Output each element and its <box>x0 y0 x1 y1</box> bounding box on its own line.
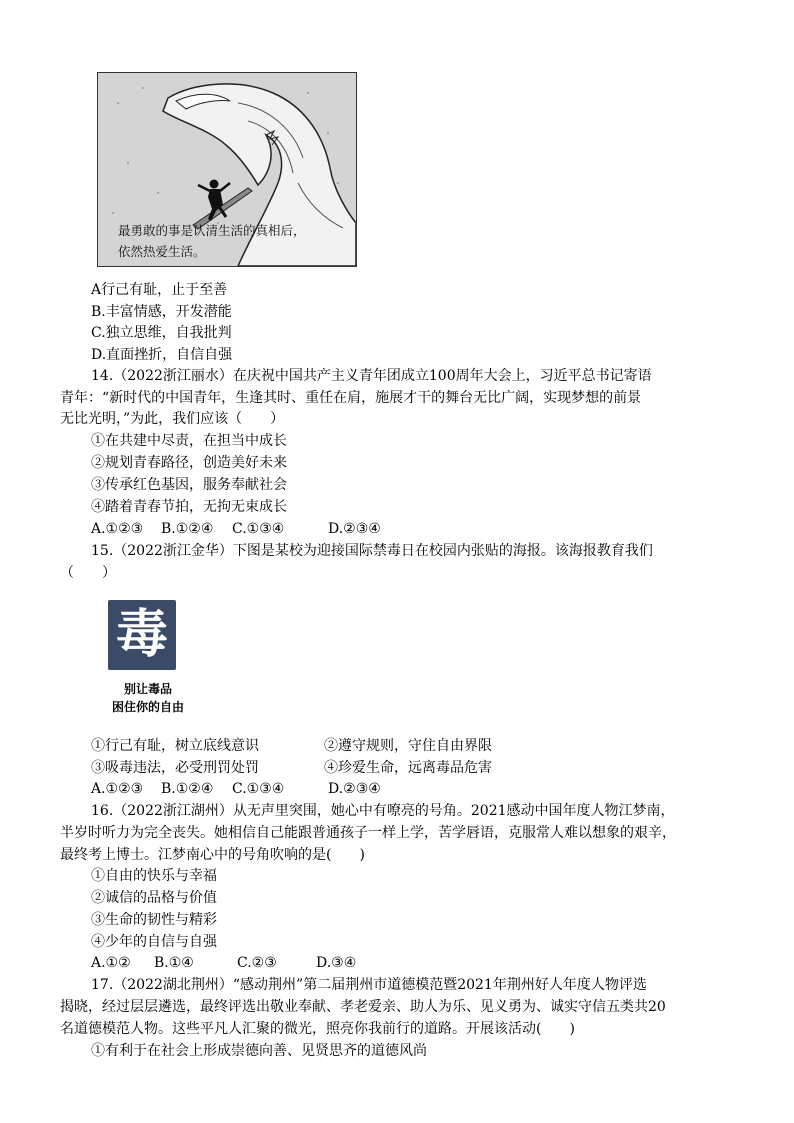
q15-stem-line-2: （ ） <box>60 565 116 581</box>
q15-items-row-2 <box>91 757 492 779</box>
q16-choices <box>91 952 356 974</box>
q14-item-2: ②规划青春路径，创造美好未来 <box>91 455 287 471</box>
q14-choice-b: B.①②④ <box>161 521 214 537</box>
q15-choice-b: B.①②④ <box>161 781 214 797</box>
q15-items-row-1 <box>91 735 492 757</box>
q14-choice-d: D.②③④ <box>328 521 381 537</box>
q15-choices <box>91 778 381 800</box>
q17-stem-line-3: 名道德模范人物。这些平凡人汇聚的微光，照亮你我前行的道路。开展该活动( ) <box>60 1021 575 1037</box>
q13-option-c: C.独立思维，自我批判 <box>91 325 232 341</box>
q13-option-b: B.丰富情感，开发潜能 <box>91 304 232 320</box>
q15-choice-a: A.①②③ <box>91 781 144 797</box>
q13-option-d: D.直面挫折，自信自强 <box>91 347 233 363</box>
q16-choice-a: A.①② <box>91 955 131 971</box>
q17-stem-line-2: 揭晓，经过层层遴选，最终评选出敬业奉献、孝老爱亲、助人为乐、见义勇为、诚实守信五类共20 <box>60 999 666 1015</box>
cartoon-caption-line-2: 依然热爱生活。 <box>118 244 206 259</box>
q16-item-1: ①自由的快乐与幸福 <box>91 868 217 884</box>
q15-item-2: ②遵守规则，守住自由界限 <box>324 738 492 754</box>
q14-choice-c: C.①③④ <box>232 521 285 537</box>
q15-choice-d: D.②③④ <box>328 781 381 797</box>
q15-item-1: ①行己有耻，树立底线意识 <box>91 738 259 754</box>
q16-stem-line-1: 16.（2022浙江湖州）从无声里突围，她心中有嘹亮的号角。2021感动中国年度人物江梦南， <box>91 803 675 819</box>
cartoon-caption-line-1: 最勇敢的事是认清生活的真相后， <box>118 223 306 238</box>
q16-choice-b: B.①④ <box>154 955 194 971</box>
q16-choice-d: D.③④ <box>316 955 357 971</box>
poster-caption-line-1: 别让毒品 <box>123 682 172 696</box>
q16-item-4: ④少年的自信与自强 <box>91 934 217 950</box>
q16-choice-c: C.②③ <box>237 955 277 971</box>
q16-stem-line-3: 最终考上博士。江梦南心中的号角吹响的是( ) <box>60 847 365 863</box>
q15-item-3: ③吸毒违法，必受刑罚处罚 <box>91 760 259 776</box>
q14-choices <box>91 518 381 540</box>
q14-choice-a: A.①②③ <box>91 521 144 537</box>
q14-item-4: ④踏着青春节拍，无拘无束成长 <box>91 499 287 515</box>
q15-choice-c: C.①③④ <box>232 781 285 797</box>
q14-stem-line-3: 无比光明，”为此，我们应该（ ） <box>60 411 285 427</box>
q15-item-4: ④珍爱生命，远离毒品危害 <box>324 760 492 776</box>
q13-option-a: A行己有耻，止于至善 <box>91 282 228 298</box>
q16-stem-line-2: 半岁时听力为完全丧失。她相信自己能跟普通孩子一样上学，苦学唇语，克服常人难以想象的艰辛， <box>60 825 676 841</box>
q15-stem-line-1: 15.（2022浙江金华）下图是某校为迎接国际禁毒日在校园内张贴的海报。该海报教育我们 <box>91 543 653 559</box>
q14-stem-line-2: 青年：“新时代的中国青年，生逢其时、重任在肩，施展才干的舞台无比广阔，实现梦想的前景 <box>60 390 642 406</box>
q14-item-3: ③传承红色基因，服务奉献社会 <box>91 477 287 493</box>
anti-drug-poster <box>104 598 194 718</box>
q16-item-2: ②诚信的品格与价值 <box>91 890 217 906</box>
q14-stem-line-1: 14.（2022浙江丽水）在庆祝中国共产主义青年团成立100周年大会上，习近平总书记寄语 <box>91 368 652 384</box>
poster-glyph: 毒 <box>115 605 168 665</box>
q16-item-3: ③生命的韧性与精彩 <box>91 912 217 928</box>
poster-caption-line-2: 困住你的自由 <box>111 700 184 714</box>
cartoon-figure <box>97 72 357 267</box>
q17-item-1: ①有利于在社会上形成崇德向善、见贤思齐的道德风尚 <box>91 1043 427 1059</box>
q14-item-1: ①在共建中尽责，在担当中成长 <box>91 433 287 449</box>
q17-stem-line-1: 17.（2022湖北荆州）“感动荆州”第二届荆州市道德模范暨2021年荆州好人年度人物评选 <box>91 977 647 993</box>
